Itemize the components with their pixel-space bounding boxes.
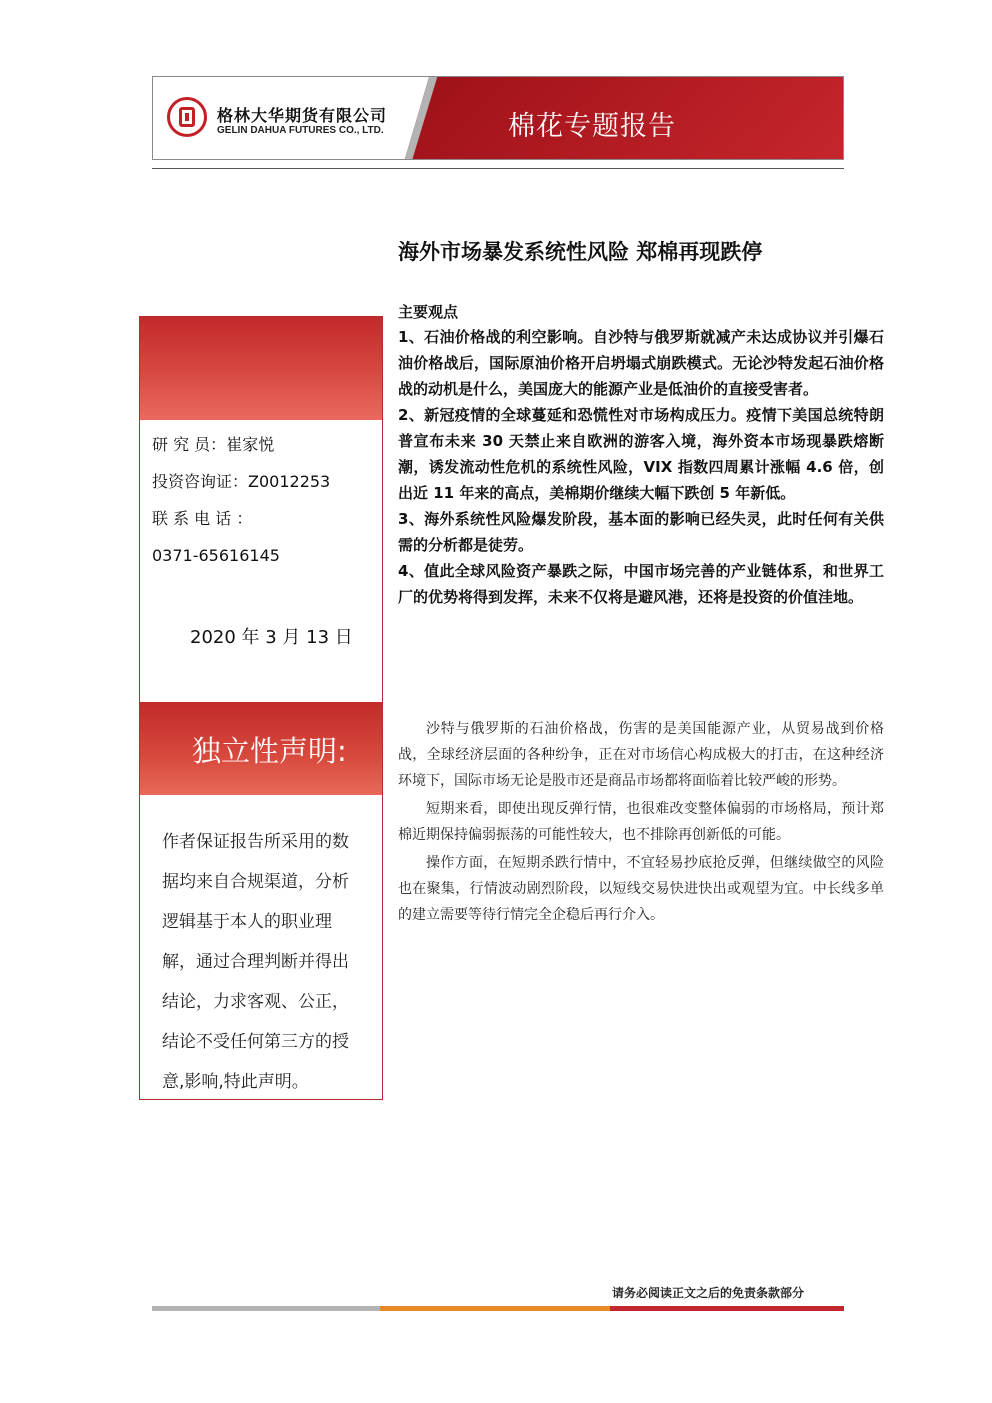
body-paragraph: 沙特与俄罗斯的石油价格战，伤害的是美国能源产业，从贸易战到价格战，全球经济层面的各种纷争，正在对市场信心构成极大的打击，在这种经济环境下，国际市场无论是股市还是商品市场都将面临着比较严峻的形势。 bbox=[398, 721, 884, 789]
statement-title: 独立性声明: bbox=[192, 734, 347, 768]
body-paragraph: 短期来看，即使出现反弹行情，也很难改变整体偏弱的市场格局，预计郑棉近期保持偏弱振荡的可能性较大，也不排除再创新低的可能。 bbox=[398, 801, 884, 843]
company-name-en: GELIN DAHUA FUTURES CO., LTD. bbox=[217, 125, 384, 136]
phone-label: 联 系 电 话 ： bbox=[152, 509, 253, 528]
license-label: 投资咨询证： bbox=[152, 472, 249, 491]
footer-bar-gray bbox=[152, 1306, 380, 1311]
footer-bar-red bbox=[610, 1306, 844, 1311]
company-logo-icon bbox=[167, 97, 207, 137]
researcher-row bbox=[152, 435, 368, 472]
key-point-item: 4、值此全球风险资产暴跌之际，中国市场完善的产业链体系，和世界工厂的优势将得到发挥，未来不仅将是避风港，还将是投资的价值洼地。 bbox=[398, 562, 884, 606]
statement-text: 作者保证报告所采用的数据均来自合规渠道，分析逻辑基于本人的职业理解，通过合理判断并得出结论，力求客观、公正，结论不受任何第三方的授意,影响,特此声明。 bbox=[162, 832, 349, 1092]
key-points bbox=[398, 302, 884, 610]
phone-row bbox=[152, 546, 368, 583]
company-name-cn: 格林大华期货有限公司 bbox=[217, 106, 388, 125]
license-row bbox=[152, 472, 368, 509]
sidebar-panel bbox=[139, 316, 383, 1100]
key-point-item: 1、石油价格战的利空影响。自沙特与俄罗斯就减产未达成协议并引爆石油价格战后，国际原油价格开启坍塌式崩跌模式。无论沙特发起石油价格战的动机是什么，美国庞大的能源产业是低油价的直接受害者。 bbox=[398, 328, 884, 398]
analyst-info bbox=[152, 435, 368, 583]
license-number: Z0012253 bbox=[248, 472, 331, 491]
sidebar-top-band bbox=[140, 317, 382, 420]
report-type-title: 棉花专题报告 bbox=[508, 111, 676, 142]
researcher-label: 研 究 员： bbox=[152, 435, 227, 454]
key-points-heading: 主要观点 bbox=[398, 303, 459, 321]
key-point-item: 3、海外系统性风险爆发阶段，基本面的影响已经失灵，此时任何有关供需的分析都是徒劳。 bbox=[398, 510, 884, 554]
body-paragraph: 操作方面，在短期杀跌行情中，不宜轻易抄底抢反弹，但继续做空的风险也在聚集，行情波动剧烈阶段，以短线交易快进快出或观望为宜。中长线多单的建立需要等待行情完全企稳后再行介入。 bbox=[398, 855, 884, 923]
report-date: 2020 年 3 月 13 日 bbox=[190, 627, 353, 648]
phone-label-row bbox=[152, 509, 368, 546]
disclaimer-note: 请务必阅读正文之后的免责条款部分 bbox=[612, 1286, 805, 1300]
header-banner bbox=[152, 76, 844, 160]
footer-bar-orange bbox=[380, 1306, 610, 1311]
page-title: 海外市场暴发系统性风险 郑棉再现跌停 bbox=[398, 240, 763, 264]
researcher-name: 崔家悦 bbox=[226, 435, 275, 454]
footer-color-bar bbox=[152, 1306, 844, 1311]
key-point-item: 2、新冠疫情的全球蔓延和恐慌性对市场构成压力。疫情下美国总统特朗普宣布未来 30 天禁止来自欧洲的游客入境，海外资本市场现暴跌熔断潮，诱发流动性危机的系统性风险，VIX 指数四周累计涨幅 4.6 倍，创出近 11 年来的高点，美棉期价继续大幅下跌创 5 年新低。 bbox=[398, 406, 884, 502]
phone-number: 0371-65616145 bbox=[152, 546, 280, 565]
body-text bbox=[398, 716, 884, 930]
statement-band bbox=[140, 702, 382, 795]
header-rule bbox=[152, 168, 844, 169]
